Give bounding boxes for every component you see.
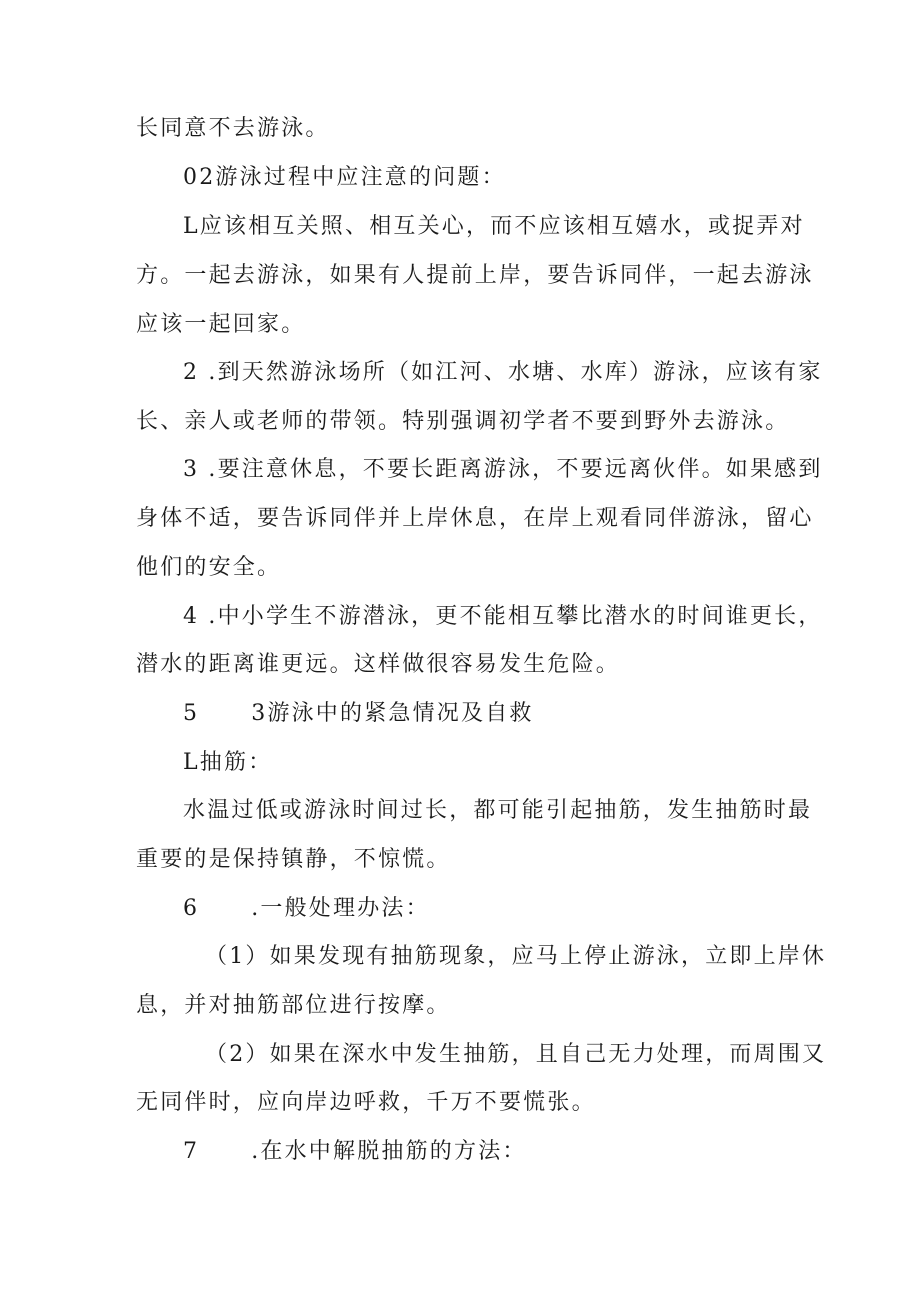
text-line: （2）如果在深水中发生抽筋，且自己无力处理，而周围又 (205, 1042, 827, 1067)
section-title: 3游泳中的紧急情况及自救 (251, 701, 534, 726)
text-line: 4 .中小学生不游潜泳，更不能相互攀比潜水的时间谁更长， (183, 604, 823, 629)
text-line: 应该一起回家。 (136, 312, 306, 337)
subheading: L抽筋： (183, 750, 273, 775)
text-line: 方。一起去游泳，如果有人提前上岸，要告诉同伴，一起去游泳 (136, 263, 814, 288)
section-heading (183, 699, 534, 729)
section-number: 5 (183, 701, 200, 726)
text-line: 息，并对抽筋部位进行按摩。 (136, 993, 451, 1018)
text-line: 长、亲人或老师的带领。特别强调初学者不要到野外去游泳。 (136, 409, 790, 434)
item-number: 6 (183, 896, 200, 921)
text-line: 水温过低或游泳时间过长，都可能引起抽筋，发生抽筋时最 (183, 798, 813, 823)
item-title: .在水中解脱抽筋的方法： (251, 1139, 527, 1164)
item-number: 7 (183, 1139, 200, 1164)
text-line: 长同意不去游泳。 (136, 116, 330, 141)
text-line: 身体不适，要告诉同伴并上岸休息，在岸上观看同伴游泳，留心 (136, 506, 814, 531)
subheading (183, 1137, 527, 1167)
text-line: 2 .到天然游泳场所（如江河、水塘、水库）游泳，应该有家 (183, 360, 823, 385)
text-line: （1）如果发现有抽筋现象，应马上停止游泳，立即上岸休 (205, 944, 827, 969)
text-line: 重要的是保持镇静，不惊慌。 (136, 847, 451, 872)
text-line: 潜水的距离谁更远。这样做很容易发生危险。 (136, 652, 621, 677)
text-line: L应该相互关照、相互关心，而不应该相互嬉水，或捉弄对 (183, 214, 805, 239)
section-heading: 02游泳过程中应注意的问题： (183, 165, 506, 190)
subheading (183, 894, 430, 924)
text-line: 3 .要注意休息，不要长距离游泳，不要远离伙伴。如果感到 (183, 457, 823, 482)
text-line: 无同伴时，应向岸边呼救，千万不要慌张。 (136, 1090, 596, 1115)
text-line: 他们的安全。 (136, 555, 282, 580)
item-title: .一般处理办法： (251, 896, 430, 921)
